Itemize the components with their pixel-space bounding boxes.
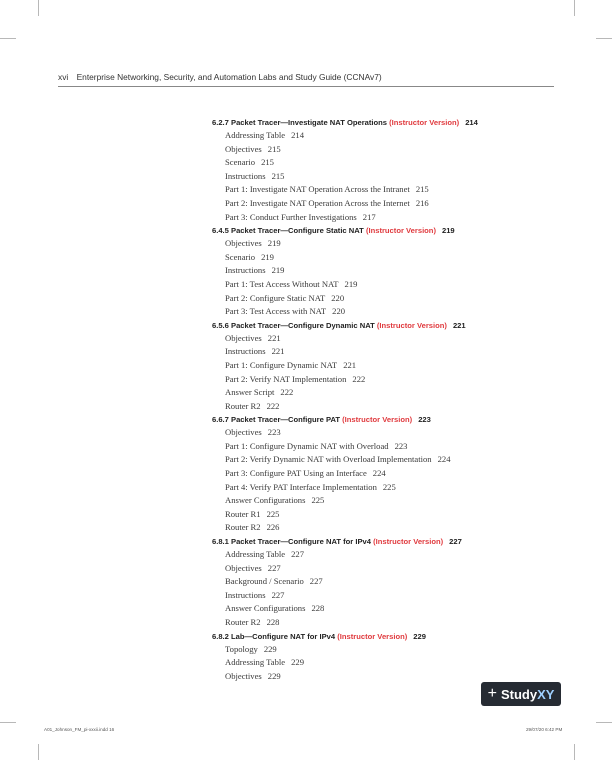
- crop-mark: [0, 722, 16, 723]
- entry-label: Instructions: [225, 265, 266, 276]
- entry-page: 223: [267, 427, 281, 438]
- instructor-version-tag: (Instructor Version): [337, 631, 408, 641]
- entry-page: 219: [261, 251, 274, 262]
- toc-entry: [212, 481, 542, 495]
- entry-label: Router R2: [225, 400, 261, 411]
- entry-label: Router R2: [225, 617, 261, 627]
- toc-section: [212, 319, 542, 414]
- entry-page: 224: [437, 454, 451, 465]
- entry-label: Addressing Table: [225, 130, 286, 140]
- entry-label: Addressing Table: [225, 549, 286, 560]
- entry-label: Router R1: [225, 508, 261, 519]
- entry-page: 228: [266, 617, 280, 627]
- entry-label: Part 2: Verify Dynamic NAT with Overload Implementation: [225, 454, 432, 465]
- crop-mark: [596, 38, 612, 39]
- entry-page: 219: [267, 238, 281, 249]
- entry-page: 225: [266, 508, 280, 519]
- entry-page: 220: [331, 292, 345, 303]
- entry-page: 225: [311, 495, 325, 506]
- entry-label: Objectives: [225, 562, 262, 573]
- entry-page: 215: [267, 143, 281, 154]
- toc-entry: [212, 575, 542, 589]
- entry-label: Part 4: Verify PAT Interface Implementation: [225, 481, 377, 492]
- section-number: 6.5.6: [212, 320, 229, 330]
- section-number: 6.2.7: [212, 118, 229, 127]
- entry-label: Background / Scenario: [225, 576, 304, 587]
- toc-entry: [212, 251, 542, 265]
- entry-label: Part 3: Configure PAT Using an Interface: [225, 468, 367, 479]
- entry-page: 227: [267, 562, 281, 573]
- toc-entry: [212, 656, 542, 670]
- crop-mark: [574, 744, 575, 760]
- entry-page: 215: [261, 157, 274, 168]
- toc-entry: [212, 359, 542, 373]
- toc-entry: [212, 332, 542, 346]
- entry-page: 216: [415, 197, 429, 208]
- section-name: Packet Tracer—Investigate NAT Operations: [231, 118, 388, 127]
- toc-entry: [212, 602, 542, 616]
- section-page: 214: [465, 118, 478, 127]
- entry-label: Scenario: [225, 251, 256, 262]
- section-name: Lab—Configure NAT for IPv4: [231, 631, 336, 641]
- footer-timestamp: 29/07/20 6:42 PM: [526, 727, 563, 732]
- section-title: [212, 319, 542, 332]
- toc-entry: [212, 183, 542, 197]
- section-page: 223: [418, 415, 431, 425]
- entry-label: Part 3: Conduct Further Investigations: [225, 211, 357, 222]
- toc-section: [212, 116, 542, 224]
- logo-study-text: Study: [500, 686, 538, 702]
- toc-section: [212, 630, 542, 684]
- entry-page: 227: [291, 549, 304, 560]
- plus-icon: +: [487, 685, 497, 702]
- entry-label: Part 1: Configure Dynamic NAT with Overload: [225, 440, 389, 451]
- entry-label: Router R2: [225, 522, 261, 533]
- section-number: 6.4.5: [212, 226, 229, 236]
- entry-page: 221: [271, 346, 285, 357]
- instructor-version-tag: (Instructor Version): [376, 320, 447, 330]
- entry-label: Scenario: [225, 157, 256, 168]
- toc-entry: [212, 237, 542, 251]
- crop-mark: [38, 0, 39, 16]
- entry-page: 219: [344, 278, 358, 289]
- toc-entry: [212, 616, 542, 630]
- section-title: [212, 413, 542, 426]
- toc-entry: [212, 589, 542, 603]
- book-title: Enterprise Networking, Security, and Automation Labs and Study Guide (CCNAv7): [76, 72, 382, 82]
- entry-label: Answer Configurations: [225, 495, 306, 506]
- section-name: Packet Tracer—Configure Dynamic NAT: [231, 320, 375, 330]
- toc-entry: [212, 129, 542, 143]
- entry-label: Part 1: Investigate NAT Operation Across the Intranet: [225, 184, 410, 195]
- entry-label: Answer Script: [225, 387, 275, 398]
- page-number: xvi: [58, 72, 69, 82]
- section-name: Packet Tracer—Configure PAT: [231, 415, 341, 425]
- toc-entry: [212, 345, 542, 359]
- section-title: [212, 116, 542, 129]
- entry-page: 221: [267, 332, 281, 343]
- toc-entry: [212, 453, 542, 467]
- entry-label: Objectives: [225, 427, 262, 438]
- toc-entry: [212, 170, 542, 184]
- toc-section: [212, 535, 542, 630]
- section-title: [212, 224, 542, 237]
- header-rule: [58, 86, 554, 87]
- entry-page: 214: [291, 130, 304, 140]
- entry-label: Answer Configurations: [225, 603, 306, 614]
- toc-entry: [212, 264, 542, 278]
- crop-mark: [0, 38, 16, 39]
- entry-page: 224: [372, 468, 386, 479]
- toc-entry: [212, 521, 542, 535]
- section-page: 221: [452, 320, 466, 330]
- entry-label: Part 2: Verify NAT Implementation: [225, 373, 347, 384]
- entry-page: 221: [343, 359, 357, 370]
- instructor-version-tag: (Instructor Version): [389, 118, 460, 127]
- entry-label: Objectives: [225, 670, 262, 681]
- section-name: Packet Tracer—Configure Static NAT: [231, 226, 364, 236]
- entry-label: Addressing Table: [225, 657, 286, 668]
- entry-page: 225: [382, 481, 396, 492]
- toc-entry: [212, 426, 542, 440]
- section-number: 6.8.1: [212, 537, 229, 547]
- crop-mark: [596, 722, 612, 723]
- entry-page: 222: [280, 387, 294, 398]
- entry-page: 227: [309, 576, 323, 587]
- toc-entry: [212, 643, 542, 657]
- instructor-version-tag: (Instructor Version): [373, 537, 444, 547]
- entry-page: 229: [263, 643, 277, 654]
- toc-entry: [212, 467, 542, 481]
- entry-label: Instructions: [225, 589, 266, 600]
- toc-entry: [212, 440, 542, 454]
- footer-file: A01_Johnson_FM_pi-xxxii.indd 16: [44, 727, 115, 732]
- entry-page: 222: [266, 400, 280, 411]
- toc-entry: [212, 278, 542, 292]
- entry-page: 215: [271, 170, 285, 181]
- table-of-contents: [212, 116, 542, 683]
- running-header: [58, 72, 558, 82]
- toc-entry: [212, 562, 542, 576]
- logo-xy-text: XY: [537, 686, 555, 702]
- entry-page: 228: [311, 603, 325, 614]
- entry-page: 227: [271, 589, 285, 600]
- entry-label: Part 3: Test Access with NAT: [225, 306, 327, 317]
- section-page: 219: [441, 226, 455, 236]
- section-name: Packet Tracer—Configure NAT for IPv4: [231, 537, 371, 547]
- entry-page: 229: [291, 657, 304, 668]
- toc-entry: [212, 494, 542, 508]
- entry-label: Topology: [225, 643, 258, 654]
- entry-label: Part 2: Configure Static NAT: [225, 292, 326, 303]
- entry-label: Part 1: Configure Dynamic NAT: [225, 359, 338, 370]
- entry-page: 226: [266, 522, 280, 533]
- toc-section: [212, 224, 542, 319]
- instructor-version-tag: (Instructor Version): [342, 415, 413, 425]
- toc-entry: [212, 292, 542, 306]
- section-number: 6.8.2: [212, 631, 229, 641]
- section-title: [212, 630, 542, 643]
- entry-page: 217: [362, 211, 376, 222]
- entry-label: Instructions: [225, 170, 266, 181]
- toc-entry: [212, 400, 542, 414]
- toc-section: [212, 413, 542, 535]
- toc-entry: [212, 373, 542, 387]
- toc-entry: [212, 156, 542, 170]
- entry-page: 229: [267, 670, 281, 681]
- toc-entry: [212, 211, 542, 225]
- instructor-version-tag: (Instructor Version): [365, 226, 436, 236]
- entry-label: Objectives: [225, 143, 262, 154]
- toc-entry: [212, 305, 542, 319]
- entry-label: Part 1: Test Access Without NAT: [225, 278, 339, 289]
- studyxy-logo: [481, 682, 561, 706]
- section-page: 227: [449, 537, 462, 547]
- toc-entry: [212, 197, 542, 211]
- section-number: 6.6.7: [212, 415, 229, 425]
- entry-label: Objectives: [225, 332, 262, 343]
- entry-page: 220: [332, 306, 346, 317]
- toc-entry: [212, 548, 542, 562]
- entry-label: Instructions: [225, 346, 266, 357]
- section-page: 229: [413, 631, 426, 641]
- entry-label: Part 2: Investigate NAT Operation Across the Internet: [225, 197, 410, 208]
- section-title: [212, 535, 542, 548]
- toc-entry: [212, 386, 542, 400]
- crop-mark: [574, 0, 575, 16]
- entry-page: 219: [271, 265, 285, 276]
- entry-page: 215: [415, 184, 429, 195]
- entry-label: Objectives: [225, 238, 262, 249]
- entry-page: 223: [394, 440, 408, 451]
- crop-mark: [38, 744, 39, 760]
- toc-entry: [212, 143, 542, 157]
- entry-page: 222: [352, 373, 366, 384]
- toc-entry: [212, 508, 542, 522]
